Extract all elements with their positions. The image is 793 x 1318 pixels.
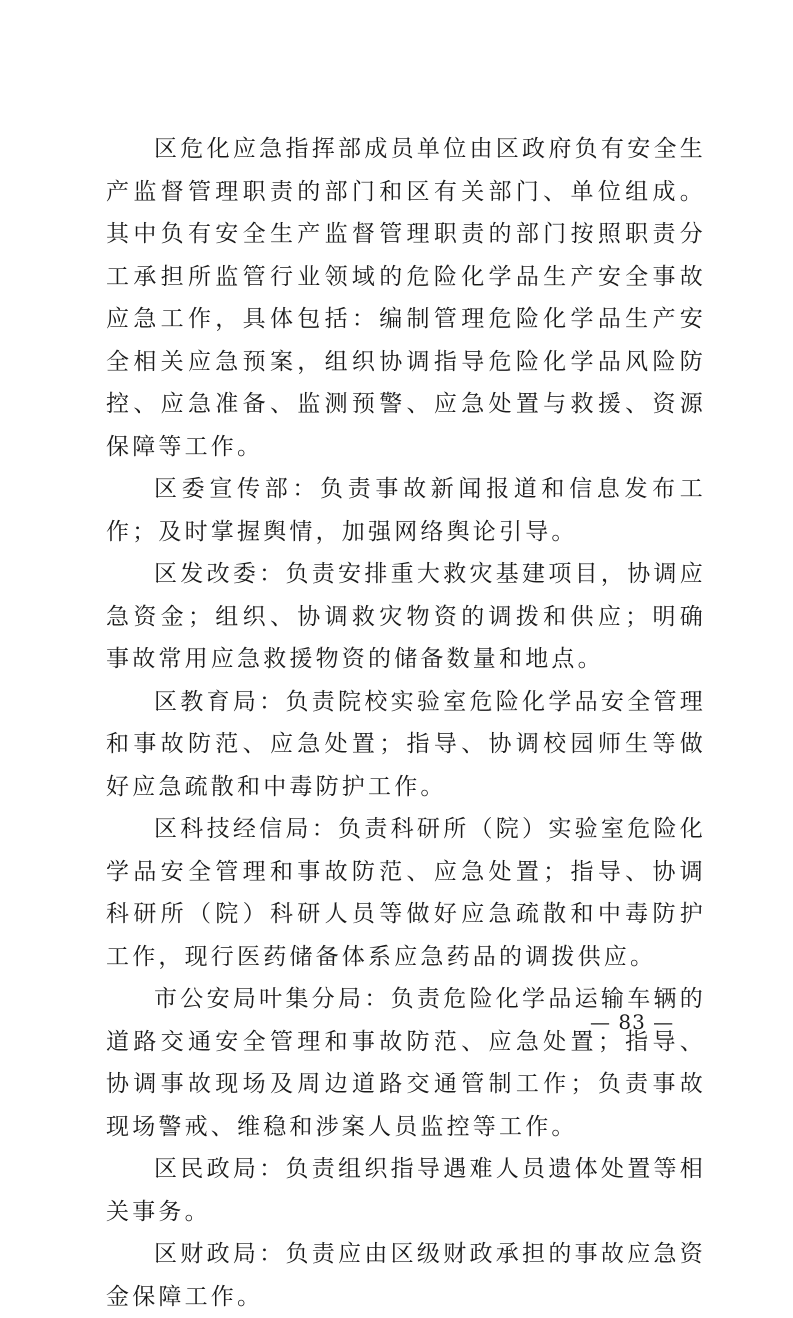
paragraph-public-security: 市公安局叶集分局：负责危险化学品运输车辆的道路交通安全管理和事故防范、应急处置；指导、协调事故现场及周边道路交通管制工作；负责事故现场警戒、维稳和涉案人员监控等工作。 xyxy=(106,986,706,1140)
paragraph-development-reform: 区发改委：负责安排重大救灾基建项目，协调应急资金；组织、协调救灾物资的调拨和供应；明确事故常用应急救援物资的储备数量和地点。 xyxy=(106,561,706,672)
paragraph-science-tech-bureau: 区科技经信局：负责科研所（院）实验室危险化学品安全管理和事故防范、应急处置；指导、协调科研所（院）科研人员等做好应急疏散和中毒防护工作，现行医药储备体系应急药品的调拨供应。 xyxy=(106,816,706,970)
paragraph-finance-bureau: 区财政局：负责应由区级财政承担的事故应急资金保障工作。 xyxy=(106,1241,706,1310)
paragraph-civil-affairs: 区民政局：负责组织指导遇难人员遗体处置等相关事务。 xyxy=(106,1156,706,1225)
paragraph-education-bureau: 区教育局：负责院校实验室危险化学品安全管理和事故防范、应急处置；指导、协调校园师生等做好应急疏散和中毒防护工作。 xyxy=(106,688,706,800)
paragraph-propaganda-dept: 区委宣传部：负责事故新闻报道和信息发布工作；及时掌握舆情，加强网络舆论引导。 xyxy=(106,476,706,545)
paragraph-command-members: 区危化应急指挥部成员单位由区政府负有安全生产监督管理职责的部门和区有关部门、单位组成。其中负有安全生产监督管理职责的部门按照职责分工承担所监管行业领域的危险化学品生产安全事故应急工作，具体包括：编制管理危险化学品生产安全相关应急预案，组织协调指导危险化学品风险防控、应急准备、监测预警、应急处置与救援、资源保障等工作。 xyxy=(106,136,706,460)
body-text xyxy=(106,128,706,1318)
page-number: — 83 — xyxy=(590,1010,675,1034)
